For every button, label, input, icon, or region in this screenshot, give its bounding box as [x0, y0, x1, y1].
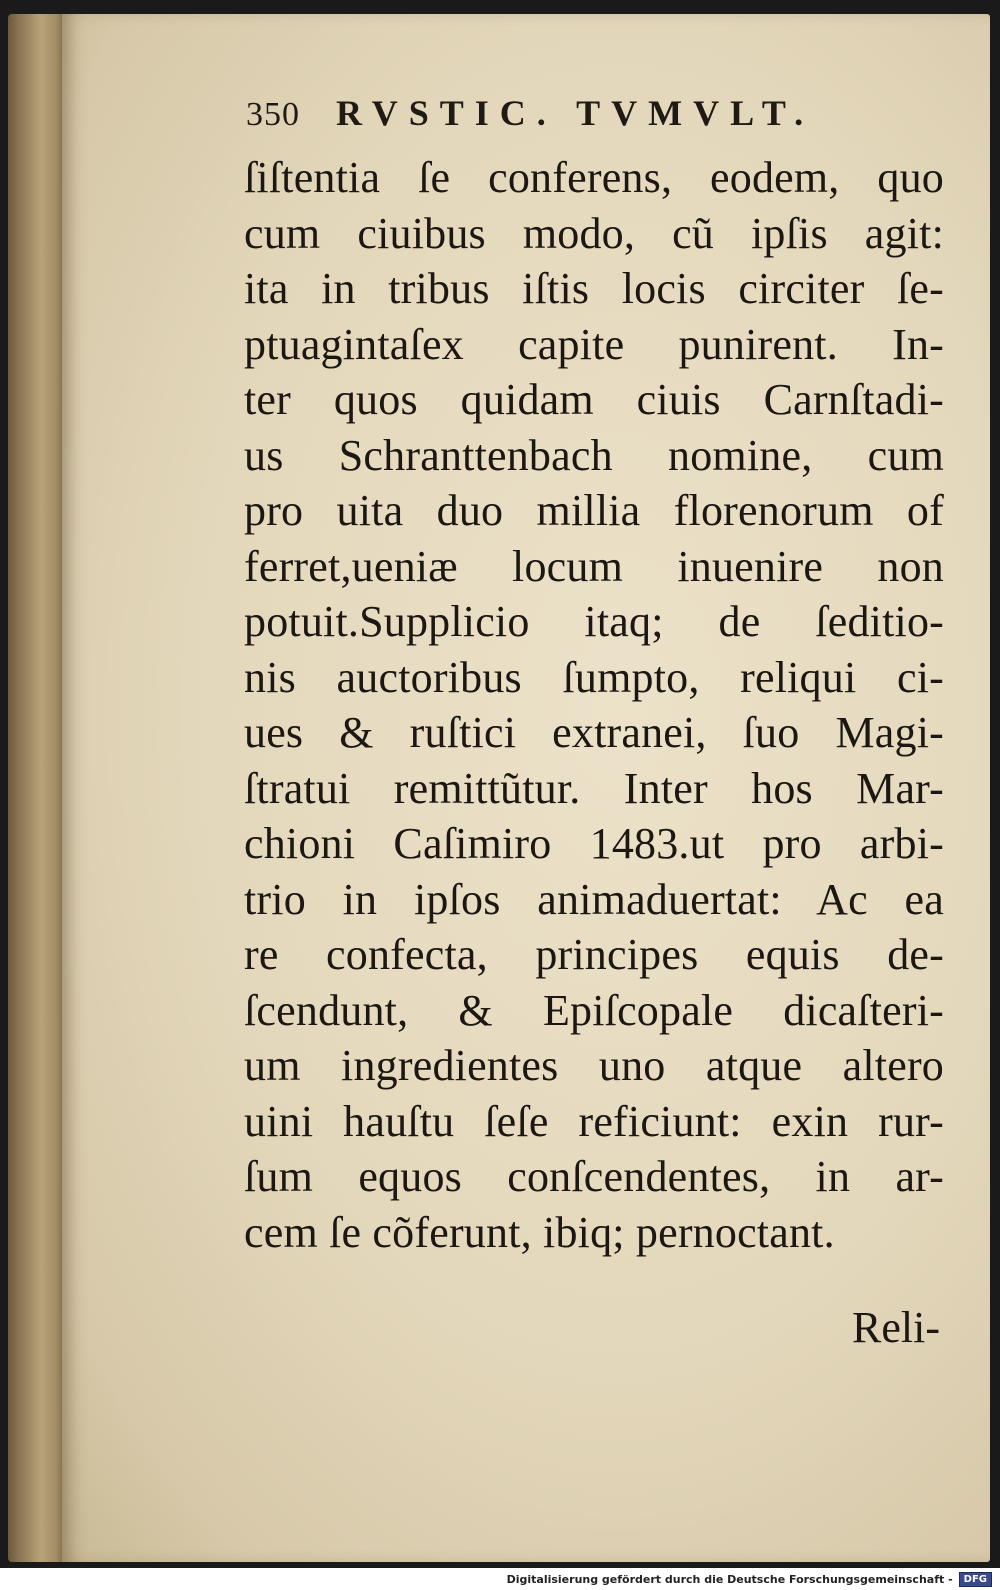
text-line: nis auctoribus ſumpto, reliqui ci- — [244, 652, 944, 702]
text-line: ſcendunt, & Epiſcopale dicaſteri- — [244, 985, 944, 1035]
text-line: ſtratui remittũtur. Inter hos Mar- — [244, 763, 944, 813]
funding-credit: Digitalisierung gefördert durch die Deutsche Forschungsgemeinschaft - — [506, 1572, 953, 1586]
text-line: re confecta, principes equis de- — [244, 930, 944, 979]
page-stack-edge — [8, 14, 68, 1562]
text-line: ues & ruſtici extranei, ſuo Magi- — [244, 708, 944, 757]
digitization-footer — [0, 1568, 1000, 1590]
dfg-logo: DFG — [959, 1572, 992, 1587]
text-line: pro uita duo millia florenorum of — [244, 486, 944, 535]
text-line: ita in tribus iſtis locis circiter ſe- — [244, 264, 944, 313]
running-head: RVSTIC. TVMVLT. — [336, 93, 815, 133]
text-line: ferret,ueniæ locum inuenire non — [244, 541, 944, 591]
text-line: us Schranttenbach nomine, cum — [244, 430, 944, 480]
catchword: Reli- — [852, 1303, 940, 1352]
text-line: ter quos quidam ciuis Carnſtadi- — [244, 375, 944, 424]
text-line: ſiſtentia ſe conferens, eodem, quo — [244, 153, 944, 202]
text-line: ptuagintaſex capite punirent. In- — [244, 319, 944, 369]
text-line: uini hauſtu ſeſe reficiunt: exin rur- — [244, 1096, 944, 1146]
text-line: cum ciuibus modo, cũ ipſis agit: — [244, 208, 944, 258]
page-header — [246, 92, 946, 152]
text-line: cem ſe cõferunt, ibiq; pernoctant. — [244, 1207, 835, 1257]
text-line: chioni Caſimiro 1483.ut pro arbi- — [244, 819, 944, 868]
body-text — [244, 150, 944, 1260]
text-line: ſum equos conſcendentes, in ar- — [244, 1152, 944, 1201]
text-line: potuit.Supplicio itaq; de ſeditio- — [244, 597, 944, 646]
text-line: um ingredientes uno atque altero — [244, 1041, 944, 1090]
page-number: 350 — [246, 96, 300, 133]
text-line: trio in ipſos animaduertat: Ac ea — [244, 874, 944, 924]
